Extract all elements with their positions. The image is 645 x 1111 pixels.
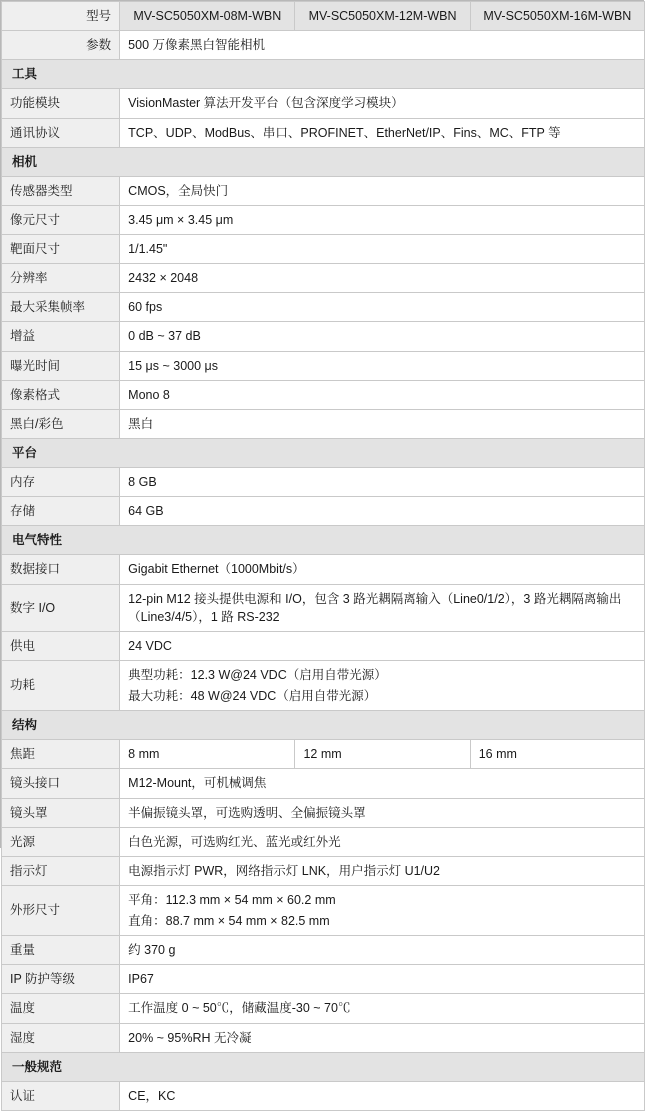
table-row (2, 118, 645, 147)
row-label: IP 防护等级 (2, 965, 120, 994)
param-label: 参数 (2, 31, 120, 60)
row-value: IP67 (120, 965, 645, 994)
row-label: 数据接口 (2, 555, 120, 584)
focal-length-12mm: 12 mm (295, 740, 470, 769)
row-label: 靶面尺寸 (2, 235, 120, 264)
row-label: 功耗 (2, 660, 120, 710)
table-row (2, 351, 645, 380)
row-value: 白色光源，可选购红光、蓝光或红外光 (120, 827, 645, 856)
row-value: 约 370 g (120, 936, 645, 965)
table-row (2, 769, 645, 798)
row-value: M12-Mount，可机械调焦 (120, 769, 645, 798)
section-title: 一般规范 (2, 1052, 645, 1081)
row-value: 2432 × 2048 (120, 264, 645, 293)
section-title: 电气特性 (2, 526, 645, 555)
row-value: TCP、UDP、ModBus、串口、PROFINET、EtherNet/IP、Fins、MC、FTP 等 (120, 118, 645, 147)
row-label: 通讯协议 (2, 118, 120, 147)
table-row (2, 740, 645, 769)
table-row (2, 1023, 645, 1052)
row-value: 15 μs ~ 3000 μs (120, 351, 645, 380)
table-row (2, 798, 645, 827)
table-row (2, 631, 645, 660)
row-label: 温度 (2, 994, 120, 1023)
table-row (2, 660, 645, 710)
focal-length-16mm: 16 mm (470, 740, 644, 769)
row-value: 12-pin M12 接头提供电源和 I/O，包含 3 路光耦隔离输入（Line0/1/2），3 路光耦隔离输出（Line3/4/5），1 路 RS-232 (120, 584, 645, 631)
section-header-structure (2, 711, 645, 740)
table-row (2, 584, 645, 631)
table-row (2, 264, 645, 293)
table-row (2, 965, 645, 994)
row-value-line: 典型功耗：12.3 W@24 VDC（启用自带光源） (128, 667, 387, 682)
focal-length-8mm: 8 mm (120, 740, 295, 769)
section-header-general (2, 1052, 645, 1081)
row-value-multi (120, 885, 645, 935)
table-row (2, 293, 645, 322)
row-value: CMOS，全局快门 (120, 176, 645, 205)
row-value: VisionMaster 算法开发平台（包含深度学习模块） (120, 89, 645, 118)
section-title: 工具 (2, 60, 645, 89)
row-value: 20% ~ 95%RH 无冷凝 (120, 1023, 645, 1052)
row-label: 黑白/彩色 (2, 409, 120, 438)
table-row (2, 380, 645, 409)
row-label: 供电 (2, 631, 120, 660)
row-label: 指示灯 (2, 856, 120, 885)
row-label: 曝光时间 (2, 351, 120, 380)
table-row (2, 235, 645, 264)
row-label: 光源 (2, 827, 120, 856)
row-value-multi (120, 660, 645, 710)
row-value: 1/1.45" (120, 235, 645, 264)
table-row-param (2, 31, 645, 60)
table-row (2, 176, 645, 205)
section-header-platform (2, 438, 645, 467)
row-value: Mono 8 (120, 380, 645, 409)
section-title: 相机 (2, 147, 645, 176)
table-row (2, 89, 645, 118)
row-label: 重量 (2, 936, 120, 965)
model-cell-2: MV-SC5050XM-12M-WBN (295, 2, 470, 31)
row-label: 像素格式 (2, 380, 120, 409)
row-label: 焦距 (2, 740, 120, 769)
row-label: 传感器类型 (2, 176, 120, 205)
row-label: 存储 (2, 497, 120, 526)
row-label: 湿度 (2, 1023, 120, 1052)
row-value: 60 fps (120, 293, 645, 322)
model-cell-1: MV-SC5050XM-08M-WBN (120, 2, 295, 31)
row-value-line: 直角：88.7 mm × 54 mm × 82.5 mm (128, 914, 330, 928)
row-value: 半偏振镜头罩，可选购透明、全偏振镜头罩 (120, 798, 645, 827)
section-header-tools (2, 60, 645, 89)
row-value: 黑白 (120, 409, 645, 438)
row-label: 像元尺寸 (2, 205, 120, 234)
model-cell-3: MV-SC5050XM-16M-WBN (470, 2, 644, 31)
table-row (2, 468, 645, 497)
row-value: CE，KC (120, 1081, 645, 1110)
row-label: 分辨率 (2, 264, 120, 293)
row-label: 内存 (2, 468, 120, 497)
row-value-line: 平角：112.3 mm × 54 mm × 60.2 mm (128, 892, 336, 907)
param-value: 500 万像素黑白智能相机 (120, 31, 645, 60)
row-label: 最大采集帧率 (2, 293, 120, 322)
row-label: 镜头接口 (2, 769, 120, 798)
row-value: 3.45 μm × 3.45 μm (120, 205, 645, 234)
row-value: 8 GB (120, 468, 645, 497)
row-label: 增益 (2, 322, 120, 351)
row-label: 功能模块 (2, 89, 120, 118)
row-label: 数字 I/O (2, 584, 120, 631)
row-value: 64 GB (120, 497, 645, 526)
table-row (2, 409, 645, 438)
row-value: Gigabit Ethernet（1000Mbit/s） (120, 555, 645, 584)
section-title: 平台 (2, 438, 645, 467)
table-row (2, 994, 645, 1023)
row-value-line: 最大功耗：48 W@24 VDC（启用自带光源） (128, 689, 377, 703)
table-row (2, 856, 645, 885)
row-value: 0 dB ~ 37 dB (120, 322, 645, 351)
table-row (2, 555, 645, 584)
specification-table (1, 1, 645, 1111)
row-label: 外形尺寸 (2, 885, 120, 935)
model-label: 型号 (2, 2, 120, 31)
table-row (2, 885, 645, 935)
row-label: 镜头罩 (2, 798, 120, 827)
section-title: 结构 (2, 711, 645, 740)
row-value: 工作温度 0 ~ 50℃，储藏温度-30 ~ 70℃ (120, 994, 645, 1023)
row-value: 电源指示灯 PWR，网络指示灯 LNK，用户指示灯 U1/U2 (120, 856, 645, 885)
row-label: 认证 (2, 1081, 120, 1110)
section-header-electrical (2, 526, 645, 555)
section-header-camera (2, 147, 645, 176)
table-row (2, 497, 645, 526)
table-row-model (2, 2, 645, 31)
table-row (2, 1081, 645, 1110)
table-row (2, 936, 645, 965)
table-row (2, 322, 645, 351)
table-row (2, 205, 645, 234)
row-value: 24 VDC (120, 631, 645, 660)
table-row (2, 827, 645, 856)
